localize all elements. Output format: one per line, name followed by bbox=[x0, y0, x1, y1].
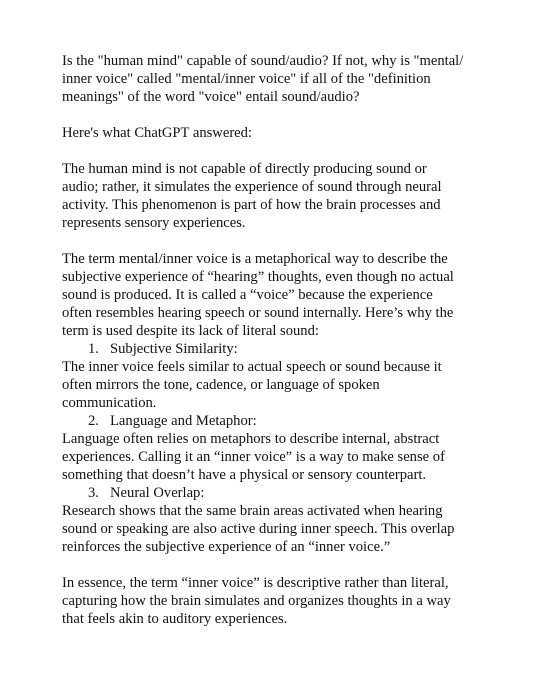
answer-line: The human mind is not capable of directly producing sound or bbox=[62, 161, 427, 177]
answer-line: audio; rather, it simulates the experience of sound through neural bbox=[62, 179, 442, 195]
reason-number: 3. bbox=[88, 485, 99, 501]
answer-paragraph-2 bbox=[62, 250, 502, 340]
reason-number: 2. bbox=[88, 413, 99, 429]
reason-item-2 bbox=[62, 412, 502, 484]
answer-line: subjective experience of “hearing” thoughts, even though no actual bbox=[62, 269, 454, 285]
conclusion-line: that feels akin to auditory experiences. bbox=[62, 611, 288, 627]
intro-paragraph bbox=[62, 124, 502, 142]
answer-paragraph-1 bbox=[62, 160, 502, 232]
intro-line: Here's what ChatGPT answered: bbox=[62, 125, 253, 141]
conclusion-paragraph bbox=[62, 574, 502, 628]
reason-title: Subjective Similarity: bbox=[110, 341, 238, 357]
reason-item-1 bbox=[62, 340, 502, 412]
reason-line: something that doesn’t have a physical or sensory counterpart. bbox=[62, 467, 427, 483]
document-page bbox=[62, 52, 502, 646]
reason-item-3 bbox=[62, 484, 502, 556]
reason-list bbox=[62, 340, 502, 556]
answer-line: term is used despite its lack of literal sound: bbox=[62, 323, 319, 339]
question-paragraph bbox=[62, 52, 502, 106]
reason-line: communication. bbox=[62, 395, 157, 411]
answer-line: sound is produced. It is called a “voice” because the experience bbox=[62, 287, 433, 303]
reason-title: Language and Metaphor: bbox=[110, 413, 257, 429]
reason-line: The inner voice feels similar to actual speech or sound because it bbox=[62, 359, 442, 375]
conclusion-line: In essence, the term “inner voice” is descriptive rather than literal, bbox=[62, 575, 449, 591]
question-line: inner voice" called "mental/inner voice" if all of the "definition bbox=[62, 71, 431, 87]
reason-line: Language often relies on metaphors to describe internal, abstract bbox=[62, 431, 440, 447]
reason-number: 1. bbox=[88, 341, 99, 357]
answer-line: activity. This phenomenon is part of how the brain processes and bbox=[62, 197, 441, 213]
reason-line: reinforces the subjective experience of an “inner voice.” bbox=[62, 539, 391, 555]
reason-line: Research shows that the same brain areas activated when hearing bbox=[62, 503, 443, 519]
reason-heading bbox=[62, 412, 502, 430]
reason-title: Neural Overlap: bbox=[110, 485, 205, 501]
answer-line: often resembles hearing speech or sound internally. Here’s why the bbox=[62, 305, 454, 321]
reason-heading bbox=[62, 340, 502, 358]
reason-line: sound or speaking are also active during inner speech. This overlap bbox=[62, 521, 455, 537]
reason-line: often mirrors the tone, cadence, or language of spoken bbox=[62, 377, 380, 393]
reason-heading bbox=[62, 484, 502, 502]
conclusion-line: capturing how the brain simulates and organizes thoughts in a way bbox=[62, 593, 451, 609]
reason-line: experiences. Calling it an “inner voice” is a way to make sense of bbox=[62, 449, 445, 465]
question-line: Is the "human mind" capable of sound/audio? If not, why is "mental/ bbox=[62, 53, 464, 69]
reason-body bbox=[62, 358, 502, 412]
answer-line: represents sensory experiences. bbox=[62, 215, 246, 231]
reason-body bbox=[62, 430, 502, 484]
answer-line: The term mental/inner voice is a metaphorical way to describe the bbox=[62, 251, 448, 267]
reason-body bbox=[62, 502, 502, 556]
question-line: meanings" of the word "voice" entail sound/audio? bbox=[62, 89, 360, 105]
